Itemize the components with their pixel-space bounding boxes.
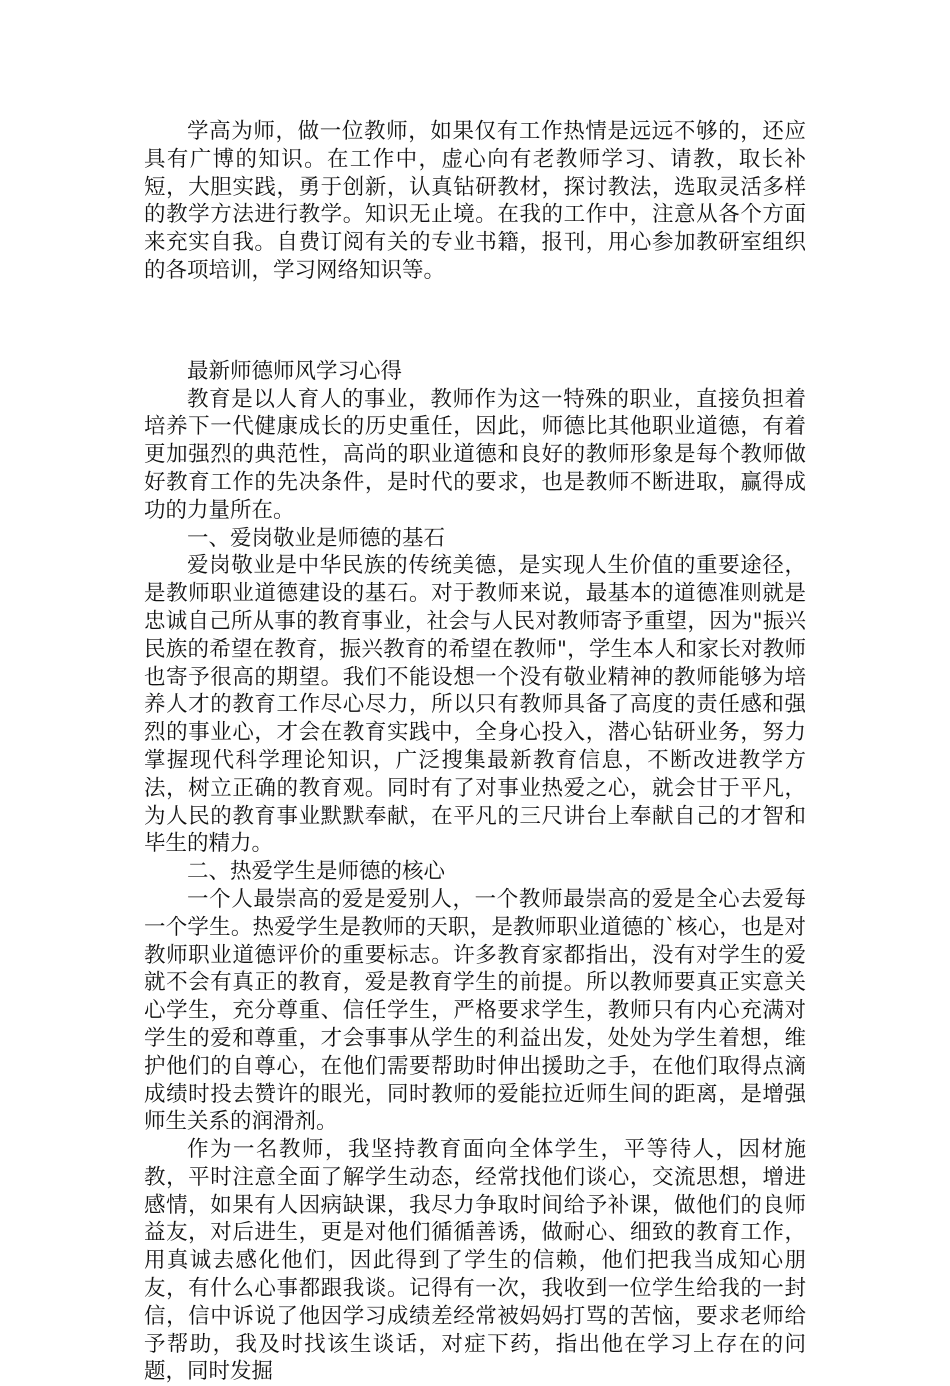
section-2-paragraph-2: 作为一名教师，我坚持教育面向全体学生，平等待人，因材施教，平时注意全面了解学生动态，经常找他们谈心，交流思想，增进感情，如果有人因病缺课，我尽力争取时间给予补课，做他们的良师益友，对后进生，更是对他们循循善诱，做耐心、细致的教育工作，用真诚去感化他们，因此得到了学生的信赖，他们把我当成知心朋友，有什么心事都跟我谈。记得有一次，我收到一位学生给我的一封信，信中诉说了他因学习成绩差经常被妈妈打骂的苦恼，要求老师给予帮助，我及时找该生谈话，对症下药，指出他在学习上存在的问题，同时发掘 [144, 1137, 806, 1385]
document-page [144, 118, 806, 1386]
section-2-heading: 二、热爱学生是师德的核心 [187, 859, 446, 885]
section-1-heading: 一、爱岗敬业是师德的基石 [187, 525, 446, 551]
section-2-paragraph: 一个人最崇高的爱是爱别人，一个教师最崇高的爱是全心去爱每一个学生。热爱学生是教师的天职，是教师职业道德的`核心，也是对教师职业道德评价的重要标志。许多教育家都指出，没有对学生的爱就不会有真正的教育，爱是教育学生的前提。所以教师要真正实意关心学生，充分尊重、信任学生，严格要求学生，教师只有内心充满对学生的爱和尊重，才会事事从学生的利益出发，处处为学生着想，维护他们的自尊心，在他们需要帮助时伸出援助之手，在他们取得点滴成绩时投去赞许的眼光，同时教师的爱能拉近师生间的距离，是增强师生关系的润滑剂。 [144, 886, 806, 1135]
article-intro-paragraph: 教育是以人育人的事业，教师作为这一特殊的职业，直接负担着培养下一代健康成长的历史重任，因此，师德比其他职业道德，有着更加强烈的典范性，高尚的职业道德和良好的教师形象是每个教师做好教育工作的先决条件，是时代的要求，也是教师不断进取，赢得成功的力量所在。 [144, 386, 806, 523]
intro-paragraph: 学高为师，做一位教师，如果仅有工作热情是远远不够的，还应具有广博的知识。在工作中，虚心向有老教师学习、请教，取长补短，大胆实践，勇于创新，认真钻研教材，探讨教法，选取灵活多样的教学方法进行教学。知识无止境。在我的工作中，注意从各个方面来充实自我。自费订阅有关的专业书籍，报刊，用心参加教研室组织的各项培训，学习网络知识等。 [144, 119, 806, 283]
section-1-paragraph: 爱岗敬业是中华民族的传统美德，是实现人生价值的重要途径，是教师职业道德建设的基石。对于教师来说，最基本的道德准则就是忠诚自己所从事的教育事业，社会与人民对教师寄予重望，因为"振兴民族的希望在教育，振兴教育的希望在教师"，学生本人和家长对教师也寄予很高的期望。我们不能设想一个没有敬业精神的教师能够为培养人才的教育工作尽心尽力，所以只有教师具备了高度的责任感和强烈的事业心，才会在教育实践中，全身心投入，潜心钻研业务，努力掌握现代科学理论知识，广泛搜集最新教育信息，不断改进教学方法，树立正确的教育观。同时有了对事业热爱之心，就会甘于平凡，为人民的教育事业默默奉献，在平凡的三尺讲台上奉献自己的才智和毕生的精力。 [144, 553, 806, 857]
section-gap [144, 285, 806, 358]
article-title: 最新师德师风学习心得 [187, 358, 403, 384]
